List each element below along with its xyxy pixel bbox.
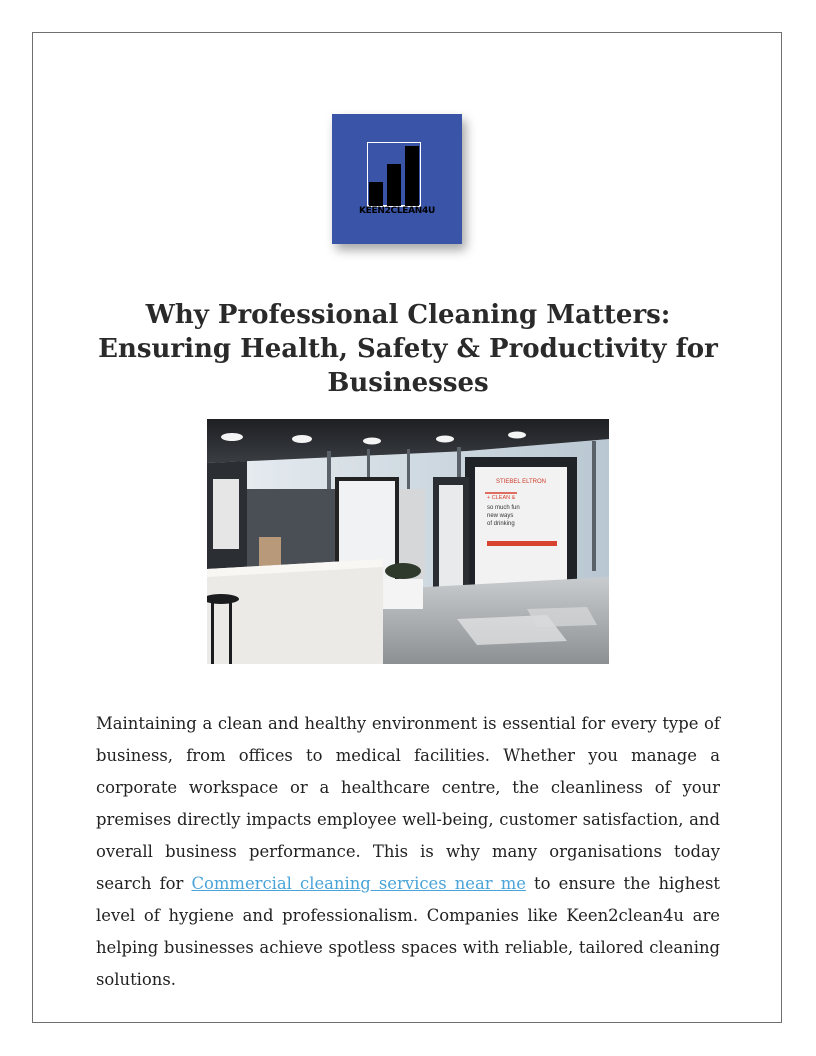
- page-title: Why Professional Cleaning Matters: Ensuring Health, Safety & Productivity for Businesses: [98, 300, 718, 398]
- intro-text-after-link: to ensure the highest level of hygiene and professionalism. Companies like Keen2clean4u are helping businesses achieve spotless spaces with reliable, tailored cleaning solutions.: [96, 874, 720, 989]
- sign-line-2: so much fun: [487, 505, 520, 511]
- office-interior-image: [207, 419, 609, 664]
- commercial-cleaning-link[interactable]: Commercial cleaning services near me: [191, 874, 526, 893]
- sign-line-1: + CLEAN &: [487, 495, 516, 501]
- sign-line-4: of drinking: [487, 521, 515, 527]
- bar-chart-logo-icon: [367, 142, 421, 210]
- intro-paragraph: [96, 708, 720, 996]
- intro-text-before-link: Maintaining a clean and healthy environment is essential for every type of business, from offices to medical facilities. Whether you manage a corporate workspace or a healthcare centre, the cleanliness of your premises directly impacts employee well-being, customer satisfaction, and overall business performance. This is why many organisations today search for: [96, 714, 720, 893]
- company-logo: [332, 114, 462, 244]
- logo-text: KEEN2CLEAN4U: [358, 206, 436, 216]
- sign-header: STIEBEL ELTRON: [495, 479, 547, 485]
- office-photo: [207, 419, 609, 664]
- sign-line-3: new ways: [487, 513, 514, 519]
